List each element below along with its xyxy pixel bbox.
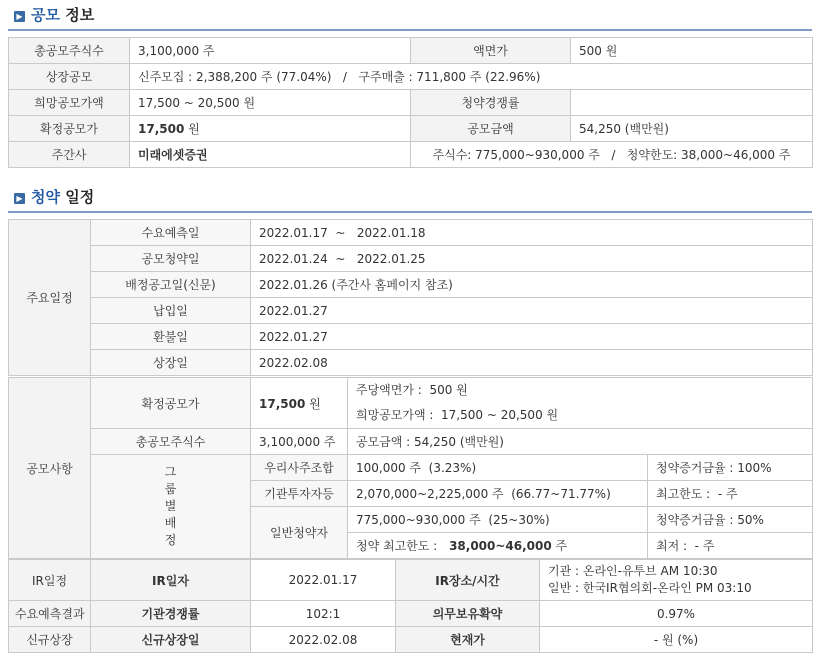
inst-competition-value: 102:1 xyxy=(251,601,396,627)
current-price-value: - 원 (%) xyxy=(540,627,813,653)
demand-result-label: 수요예측결과 xyxy=(9,601,91,627)
amount-label: 공모금액 xyxy=(411,116,571,142)
ir-label: IR일정 xyxy=(9,560,91,601)
table-row xyxy=(9,272,813,298)
institution-limit: 최고한도 : - 주 xyxy=(648,481,813,507)
table-row xyxy=(9,142,813,168)
table-row xyxy=(9,324,813,350)
offer-final-price-number: 17,500 xyxy=(259,396,306,411)
main-schedule-label: 주요일정 xyxy=(9,220,91,376)
total-shares-label: 총공모주식수 xyxy=(9,38,130,64)
offering-section-title xyxy=(14,4,94,26)
listing-label: 상장공모 xyxy=(9,64,130,90)
competition-label: 청약경쟁률 xyxy=(411,90,571,116)
new-listing-date-label: 신규상장일 xyxy=(91,627,251,653)
offer-section-label: 공모사항 xyxy=(9,378,91,559)
schedule-table xyxy=(8,219,813,376)
schedule-item-label: 납입일 xyxy=(91,298,251,324)
table-row xyxy=(9,116,813,142)
group-label-char: 정 xyxy=(164,533,177,547)
table-row xyxy=(9,350,813,376)
general-max-limit xyxy=(348,533,648,559)
table-row xyxy=(9,455,813,481)
general-value: 775,000~930,000 주 (25~30%) xyxy=(348,507,648,533)
table-row xyxy=(9,627,813,653)
hope-price-label: 희망공모가액 xyxy=(9,90,130,116)
underwriter-detail: 주식수: 775,000~930,000 주 / 청약한도: 38,000~46,000 주 xyxy=(411,142,813,168)
current-price-label: 현재가 xyxy=(396,627,540,653)
ir-place-label: IR장소/시간 xyxy=(396,560,540,601)
schedule-item-label: 상장일 xyxy=(91,350,251,376)
schedule-section-title xyxy=(14,186,94,208)
offering-info-table xyxy=(8,37,813,168)
schedule-item-value: 2022.01.27 xyxy=(251,324,813,350)
schedule-title-rest: 일정 xyxy=(65,188,95,206)
lockup-value: 0.97% xyxy=(540,601,813,627)
offer-price-details xyxy=(348,378,813,429)
table-row xyxy=(9,220,813,246)
offer-final-price-value xyxy=(251,378,348,429)
group-label-char: 룹 xyxy=(164,482,177,496)
ir-place-line: 일반 : 한국IR협의회-온라인 PM 03:10 xyxy=(548,581,752,595)
group-allocation-label xyxy=(91,455,251,559)
inst-competition-label: 기관경쟁률 xyxy=(91,601,251,627)
general-deposit: 청약증거금율 : 50% xyxy=(648,507,813,533)
offering-title-rest: 정보 xyxy=(65,6,95,24)
ir-place-line: 기관 : 온라인-유투브 AM 10:30 xyxy=(548,564,718,578)
table-row xyxy=(9,64,813,90)
new-listing-label: 신규상장 xyxy=(9,627,91,653)
offering-title-divider xyxy=(8,29,812,31)
ir-results-table xyxy=(8,559,813,653)
ir-place-value xyxy=(540,560,813,601)
face-value-value: 500 원 xyxy=(571,38,813,64)
institution-label: 기관투자자등 xyxy=(251,481,348,507)
group-label-char: 배 xyxy=(164,516,177,530)
ir-date-label: IR일자 xyxy=(91,560,251,601)
offer-total-shares-label: 총공모주식수 xyxy=(91,429,251,455)
total-shares-value: 3,100,000 주 xyxy=(130,38,411,64)
bullet-arrow-icon: ▶ xyxy=(14,11,25,22)
hope-price-value: 17,500 ~ 20,500 원 xyxy=(130,90,411,116)
offer-amount-value: 공모금액 : 54,250 (백만원) xyxy=(348,429,813,455)
table-row xyxy=(9,601,813,627)
schedule-item-value: 2022.01.27 xyxy=(251,298,813,324)
offer-final-price-label: 확정공모가 xyxy=(91,378,251,429)
listing-value: 신주모집 : 2,388,200 주 (77.04%) / 구주매출 : 711,800 주 (22.96%) xyxy=(130,64,813,90)
new-listing-date-value: 2022.02.08 xyxy=(251,627,396,653)
offering-title-accent: 공모 xyxy=(31,6,60,24)
table-row xyxy=(9,90,813,116)
underwriter-label: 주간사 xyxy=(9,142,130,168)
schedule-item-label: 공모청약일 xyxy=(91,246,251,272)
schedule-item-label: 배정공고일(신문) xyxy=(91,272,251,298)
employee-label: 우리사주조합 xyxy=(251,455,348,481)
schedule-item-label: 환불일 xyxy=(91,324,251,350)
offering-details-table xyxy=(8,377,813,559)
schedule-item-label: 수요예측일 xyxy=(91,220,251,246)
table-row xyxy=(9,38,813,64)
general-max-number: 38,000~46,000 xyxy=(449,539,552,553)
employee-value: 100,000 주 (3.23%) xyxy=(348,455,648,481)
group-label-char: 그 xyxy=(164,465,177,479)
table-row xyxy=(9,298,813,324)
schedule-item-value: 2022.01.26 (주간사 홈페이지 참조) xyxy=(251,272,813,298)
offer-final-price-unit: 원 xyxy=(305,396,321,411)
schedule-item-value: 2022.01.24 ~ 2022.01.25 xyxy=(251,246,813,272)
group-label-char: 별 xyxy=(164,499,177,513)
general-label: 일반청약자 xyxy=(251,507,348,559)
final-price-label: 확정공모가 xyxy=(9,116,130,142)
face-value-label: 액면가 xyxy=(411,38,571,64)
final-price-value xyxy=(130,116,411,142)
final-price-unit: 원 xyxy=(184,122,200,136)
schedule-item-value: 2022.02.08 xyxy=(251,350,813,376)
employee-deposit: 청약증거금율 : 100% xyxy=(648,455,813,481)
general-max-label: 청약 최고한도 : xyxy=(356,539,438,553)
underwriter-value: 미래에셋증권 xyxy=(130,142,411,168)
competition-value xyxy=(571,90,813,116)
schedule-item-value: 2022.01.17 ~ 2022.01.18 xyxy=(251,220,813,246)
table-row xyxy=(9,560,813,601)
schedule-title-divider xyxy=(8,211,812,213)
table-row xyxy=(9,429,813,455)
hope-price-text: 희망공모가액 : 17,500 ~ 20,500 원 xyxy=(356,408,559,422)
institution-value: 2,070,000~2,225,000 주 (66.77~71.77%) xyxy=(348,481,648,507)
general-min: 최저 : - 주 xyxy=(648,533,813,559)
table-row xyxy=(9,378,813,429)
par-value-text: 주당액면가 : 500 원 xyxy=(356,383,468,397)
final-price-number: 17,500 xyxy=(138,122,185,136)
lockup-label: 의무보유확약 xyxy=(396,601,540,627)
offer-total-shares-value: 3,100,000 주 xyxy=(251,429,348,455)
ir-date-value: 2022.01.17 xyxy=(251,560,396,601)
schedule-title-accent: 청약 xyxy=(31,188,60,206)
bullet-arrow-icon: ▶ xyxy=(14,193,25,204)
general-max-unit: 주 xyxy=(551,539,568,553)
table-row xyxy=(9,246,813,272)
amount-value: 54,250 (백만원) xyxy=(571,116,813,142)
